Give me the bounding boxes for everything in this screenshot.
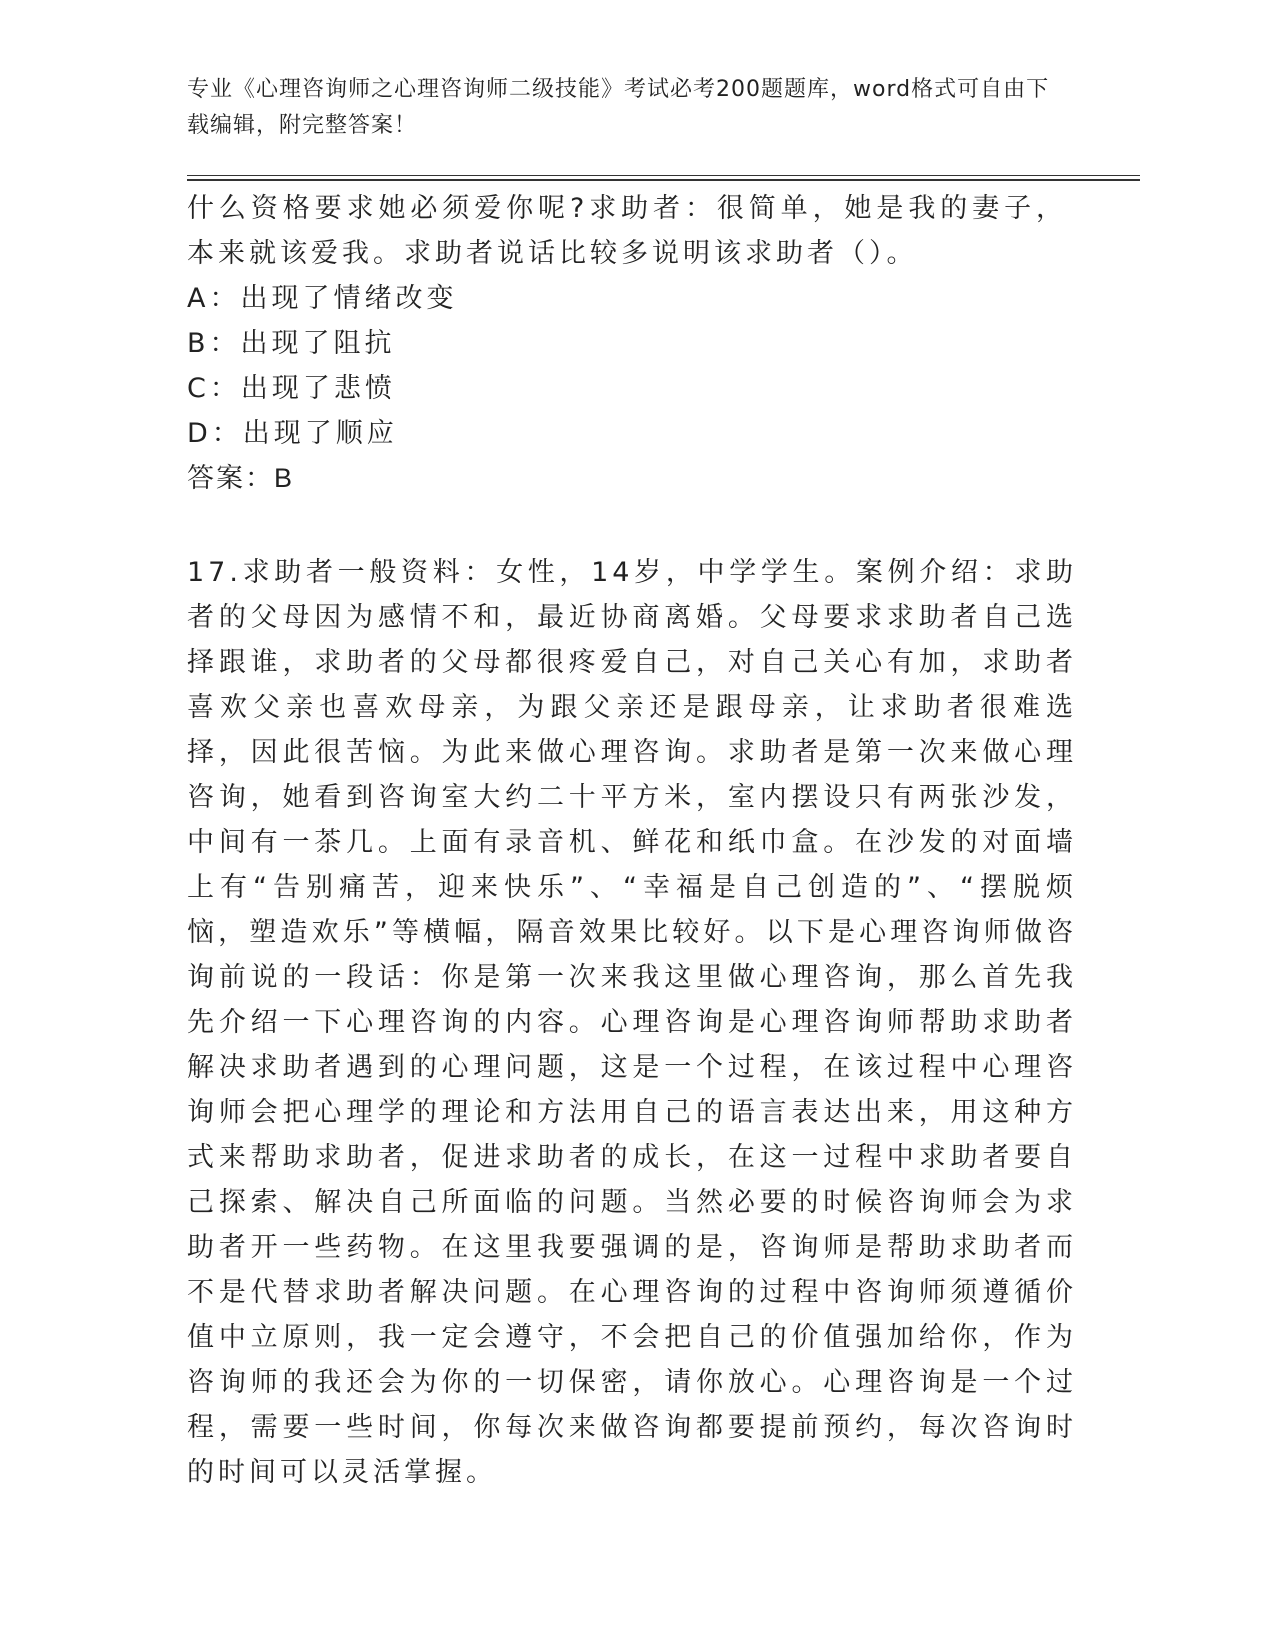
header-divider-thick (187, 179, 1140, 181)
option-d: D：出现了顺应 (187, 418, 398, 449)
option-c: C：出现了悲愤 (187, 373, 396, 404)
header-divider-thin (187, 175, 1140, 176)
question-17-text: 17.求助者一般资料：女性，14岁，中学学生。案例介绍：求助者的父母因为感情不和，最近协商离婚。父母要求求助者自己选择跟谁，求助者的父母都很疼爱自己，对自己关心有加，求助者喜欢父亲也喜欢母亲，为跟父亲还是跟母亲，让求助者很难选择，因此很苦恼。为此来做心理咨询。求助者是第一次来做心理咨询，她看到咨询室大约二十平方米，室内摆设只有两张沙发，中间有一茶几。上面有录音机、鲜花和纸巾盒。在沙发的对面墙上有“告别痛苦，迎来快乐”、“幸福是自己创造的”、“摆脱烦恼，塑造欢乐”等横幅，隔音效果比较好。以下是心理咨询师做咨询前说的一段话：你是第一次来我这里做心理咨询，那么首先我先介绍一下心理咨询的内容。心理咨询是心理咨询师帮助求助者解决求助者遇到的心理问题，这是一个过程，在该过程中心理咨询师会把心理学的理论和方法用自己的语言表达出来，用这种方式来帮助求助者，促进求助者的成长，在这一过程中求助者要自己探索、解决自己所面临的问题。当然必要的时候咨询师会为求助者开一些药物。在这里我要强调的是，咨询师是帮助求助者而不是代替求助者解决问题。在心理咨询的过程中咨询师须遵循价值中立原则，我一定会遵守，不会把自己的价值强加给你，作为咨询师的我还会为你的一切保密，请你放心。心理咨询是一个过程，需要一些时间，你每次来做咨询都要提前预约，每次咨询时的时间可以灵活掌握。 (187, 557, 1077, 1488)
question-16-stem: 什么资格要求她必须爱你呢?求助者：很简单，她是我的妻子，本来就该爱我。求助者说话比较多说明该求助者（）。 (187, 193, 1067, 269)
document-header: 专业《心理咨询师之心理咨询师二级技能》考试必考200题题库，word格式可自由下载编辑，附完整答案！ (187, 77, 1050, 138)
question-16-block (187, 186, 1067, 501)
option-a: A：出现了情绪改变 (187, 283, 458, 314)
question-17-block (187, 550, 1077, 1495)
option-b: B：出现了阻抗 (187, 328, 396, 359)
answer-line: 答案：B (187, 463, 295, 493)
